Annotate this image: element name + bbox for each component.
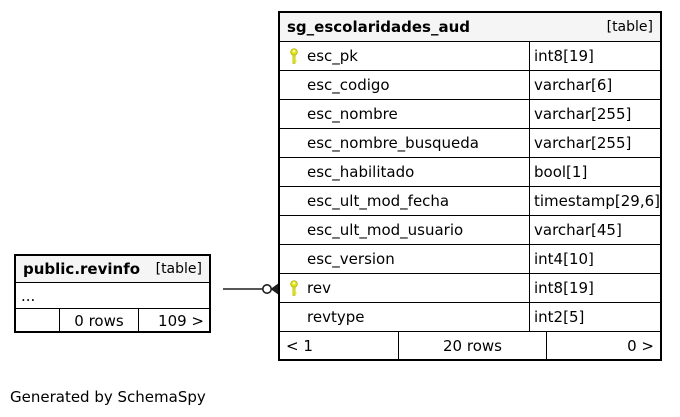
connector-arrowhead (271, 284, 279, 295)
related-count-prev: < 1 (286, 336, 313, 355)
row-esc_ult_mod_fecha (280, 187, 660, 216)
column-name: rev (307, 279, 331, 297)
table-header (16, 256, 209, 283)
column-type: int8[19] (529, 274, 660, 302)
row-esc_codigo (280, 71, 660, 100)
primary-key-icon (290, 48, 298, 64)
related-count-next: 109 > (158, 312, 204, 330)
column-type: int2[5] (529, 303, 660, 331)
table-type-badge: [table] (606, 19, 653, 35)
row-count: 20 rows (398, 332, 547, 359)
column-name: esc_version (307, 250, 395, 268)
column-name: esc_ult_mod_fecha (307, 192, 450, 210)
table-type-badge: [table] (155, 261, 202, 277)
table-footer (16, 309, 209, 333)
column-type: bool[1] (529, 158, 660, 186)
table-node-sg-escolaridades-aud[interactable] (278, 11, 662, 361)
column-name: esc_codigo (307, 76, 390, 94)
row-revtype (280, 303, 660, 332)
row-esc_nombre (280, 100, 660, 129)
key-slot (290, 280, 307, 296)
row-esc_nombre_busqueda (280, 129, 660, 158)
column-type: int8[19] (529, 42, 660, 70)
column-type: timestamp[29,6] (529, 187, 660, 215)
column-type: varchar[45] (529, 216, 660, 244)
related-count-prev (16, 309, 59, 333)
generated-by-note: Generated by SchemaSpy (10, 388, 206, 406)
column-type: varchar[255] (529, 129, 660, 157)
table-header (280, 13, 660, 42)
fk-relationship-connector (211, 280, 278, 298)
column-name: esc_ult_mod_usuario (307, 221, 464, 239)
primary-key-icon (290, 280, 298, 296)
connector-open-circle (263, 285, 271, 293)
column-name: esc_nombre_busqueda (307, 134, 479, 152)
table-node-public-revinfo[interactable] (14, 254, 211, 333)
row-esc_pk (280, 42, 660, 71)
column-type: int4[10] (529, 245, 660, 273)
table-title: sg_escolaridades_aud (287, 18, 471, 36)
column-name: esc_pk (307, 47, 358, 65)
row-esc_ult_mod_usuario (280, 216, 660, 245)
column-type: varchar[6] (529, 71, 660, 99)
table-footer (280, 332, 660, 359)
row-count: 0 rows (59, 309, 139, 333)
column-name: esc_habilitado (307, 163, 415, 181)
column-name: esc_nombre (307, 105, 398, 123)
column-type: varchar[255] (529, 100, 660, 128)
table-title: public.revinfo (23, 260, 141, 278)
key-slot (290, 48, 307, 64)
row-rev (280, 274, 660, 303)
row-esc_version (280, 245, 660, 274)
collapsed-columns-row: ... (16, 283, 209, 309)
row-esc_habilitado (280, 158, 660, 187)
related-count-next: 0 > (627, 336, 654, 355)
column-name: revtype (307, 308, 365, 326)
